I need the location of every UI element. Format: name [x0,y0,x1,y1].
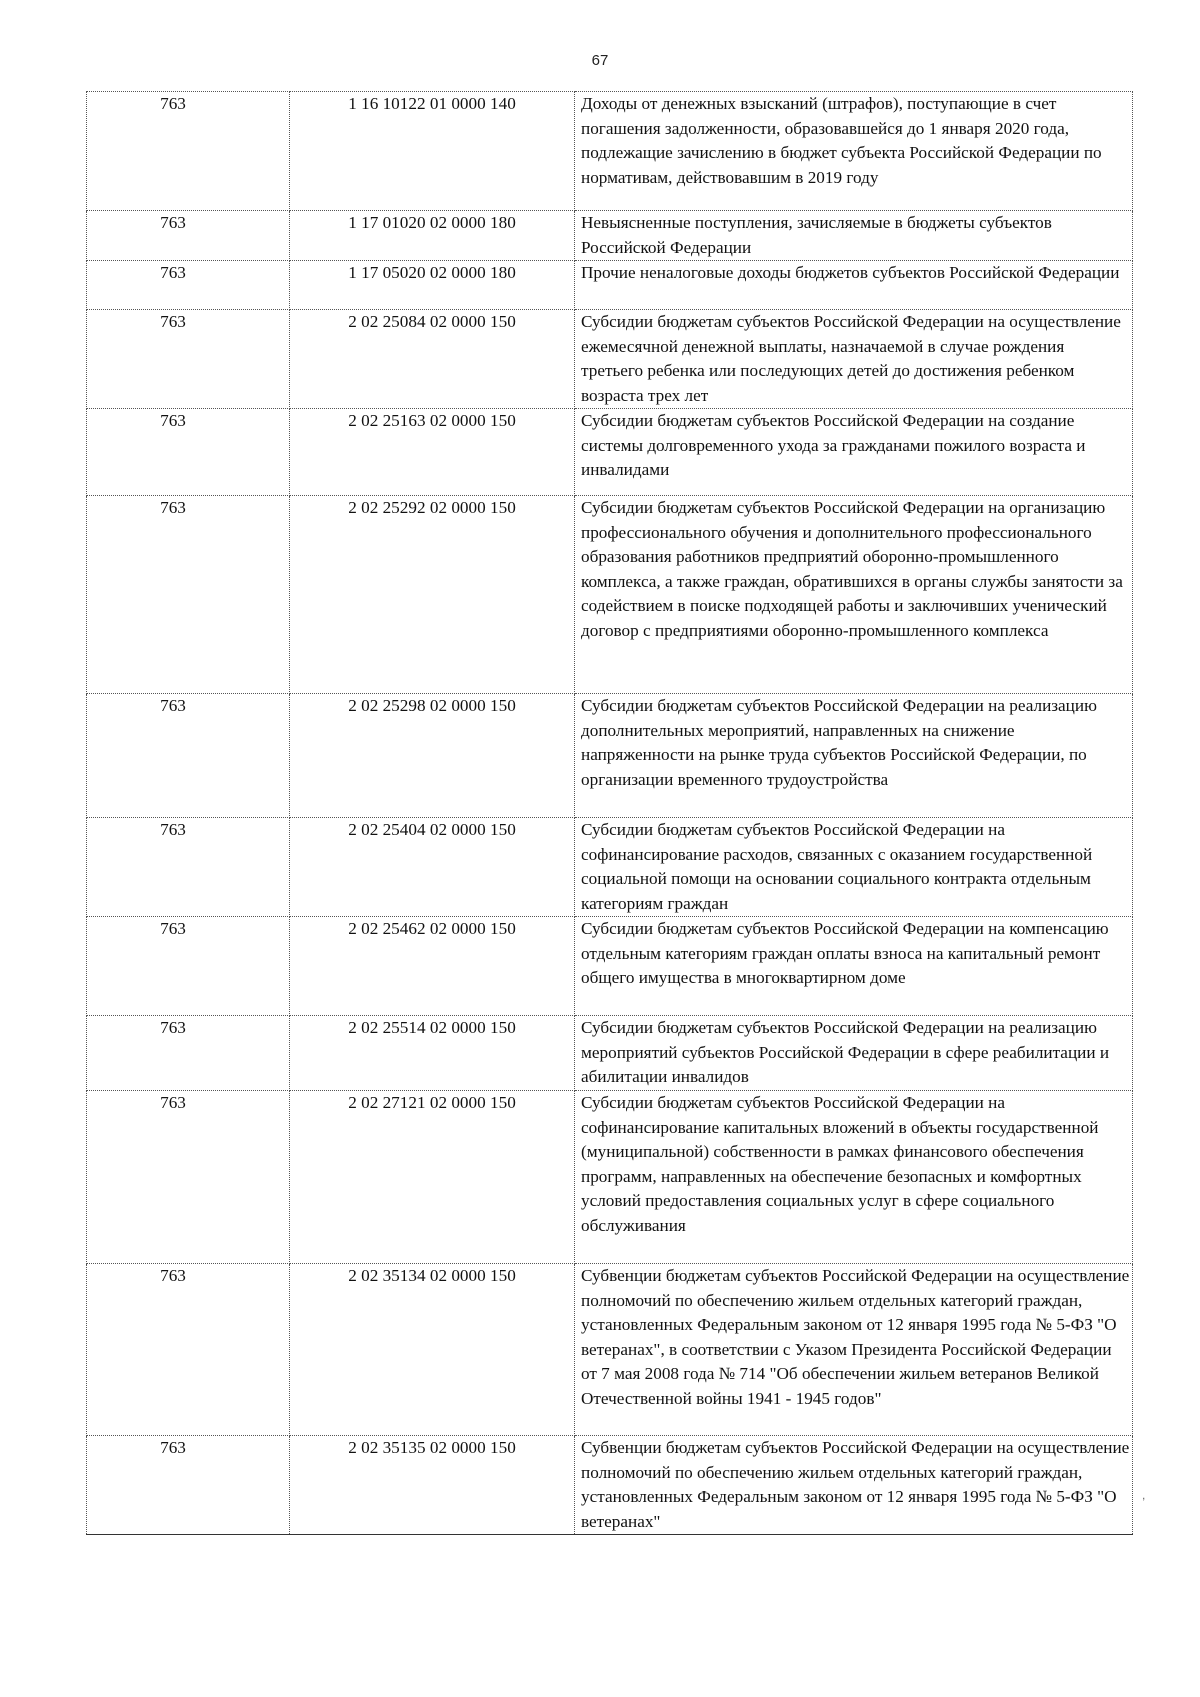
admin-code-cell: 763 [87,917,290,1016]
kbk-code-cell: 2 02 25298 02 0000 150 [290,694,575,818]
kbk-code-cell: 2 02 25404 02 0000 150 [290,818,575,917]
admin-code-cell: 763 [87,496,290,694]
description-cell: Субсидии бюджетам субъектов Российской Федерации на реализацию дополнительных мероприятий, направленных на снижение напряженности на рынке труда субъектов Российской Федерации, по организации временного трудоустройства [575,694,1133,818]
table-row [87,310,1133,409]
description-cell: Субсидии бюджетам субъектов Российской Федерации на компенсацию отдельным категориям граждан оплаты взноса на капитальный ремонт общего имущества в многоквартирном доме [575,917,1133,1016]
kbk-code-cell: 2 02 25084 02 0000 150 [290,310,575,409]
kbk-code-cell: 1 16 10122 01 0000 140 [290,92,575,211]
description-cell: Субсидии бюджетам субъектов Российской Федерации на организацию профессионального обучения и дополнительного профессионального образования работников предприятий оборонно-промышленного комплекса, а также граждан, обратившихся в органы службы занятости за содействием в поиске подходящей работы и заключивших ученический договор с предприятиями оборонно-промышленного комплекса [575,496,1133,694]
description-cell: Невыясненные поступления, зачисляемые в бюджеты субъектов Российской Федерации [575,211,1133,261]
description-cell: Субсидии бюджетам субъектов Российской Федерации на создание системы долговременного ухода за гражданами пожилого возраста и инвалидами [575,409,1133,496]
admin-code-cell: 763 [87,694,290,818]
admin-code-cell: 763 [87,409,290,496]
admin-code-cell: 763 [87,92,290,211]
description-cell: Прочие неналоговые доходы бюджетов субъектов Российской Федерации [575,261,1133,310]
table-row [87,694,1133,818]
table-row [87,261,1133,310]
kbk-code-cell: 2 02 25462 02 0000 150 [290,917,575,1016]
admin-code-cell: 763 [87,1016,290,1091]
description-cell: Доходы от денежных взысканий (штрафов), поступающие в счет погашения задолженности, образовавшейся до 1 января 2020 года, подлежащие зачислению в бюджет субъекта Российской Федерации по нормативам, действовавшим в 2019 году [575,92,1133,211]
description-cell: Субсидии бюджетам субъектов Российской Федерации на осуществление ежемесячной денежной выплаты, назначаемой в случае рождения третьего ребенка или последующих детей до достижения ребенком возраста трех лет [575,310,1133,409]
table-row [87,1016,1133,1091]
admin-code-cell: 763 [87,1091,290,1264]
kbk-code-cell: 2 02 25514 02 0000 150 [290,1016,575,1091]
budget-codes-table [86,91,1133,1535]
kbk-code-cell: 2 02 25292 02 0000 150 [290,496,575,694]
description-cell: Субсидии бюджетам субъектов Российской Федерации на реализацию мероприятий субъектов Российской Федерации в сфере реабилитации и абилитации инвалидов [575,1016,1133,1091]
page-number: 67 [591,52,609,69]
table-row [87,92,1133,211]
admin-code-cell: 763 [87,818,290,917]
scan-margin-mark: , [1142,1488,1146,1502]
kbk-code-cell: 2 02 27121 02 0000 150 [290,1091,575,1264]
table-row [87,1264,1133,1436]
table-row [87,1436,1133,1535]
description-cell: Субсидии бюджетам субъектов Российской Федерации на софинансирование расходов, связанных с оказанием государственной социальной помощи на основании социального контракта отдельным категориям граждан [575,818,1133,917]
kbk-code-cell: 2 02 35134 02 0000 150 [290,1264,575,1436]
table-row [87,818,1133,917]
admin-code-cell: 763 [87,1436,290,1535]
table-row [87,1091,1133,1264]
kbk-code-cell: 2 02 35135 02 0000 150 [290,1436,575,1535]
admin-code-cell: 763 [87,211,290,261]
kbk-code-cell: 1 17 01020 02 0000 180 [290,211,575,261]
description-cell: Субвенции бюджетам субъектов Российской Федерации на осуществление полномочий по обеспечению жильем отдельных категорий граждан, установленных Федеральным законом от 12 января 1995 года № 5-ФЗ "О ветеранах", в соответствии с Указом Президента Российской Федерации от 7 мая 2008 года № 714 "Об обеспечении жильем ветеранов Великой Отечественной войны 1941 - 1945 годов" [575,1264,1133,1436]
kbk-code-cell: 1 17 05020 02 0000 180 [290,261,575,310]
admin-code-cell: 763 [87,1264,290,1436]
table-row [87,496,1133,694]
description-cell: Субсидии бюджетам субъектов Российской Федерации на софинансирование капитальных вложений в объекты государственной (муниципальной) собственности в рамках финансового обеспечения программ, направленных на обеспечение безопасных и комфортных условий предоставления социальных услуг в сфере социального обслуживания [575,1091,1133,1264]
table-row [87,211,1133,261]
table-row [87,917,1133,1016]
table-row [87,409,1133,496]
admin-code-cell: 763 [87,310,290,409]
admin-code-cell: 763 [87,261,290,310]
kbk-code-cell: 2 02 25163 02 0000 150 [290,409,575,496]
description-cell: Субвенции бюджетам субъектов Российской Федерации на осуществление полномочий по обеспечению жильем отдельных категорий граждан, установленных Федеральным законом от 12 января 1995 года № 5-ФЗ "О ветеранах" [575,1436,1133,1535]
